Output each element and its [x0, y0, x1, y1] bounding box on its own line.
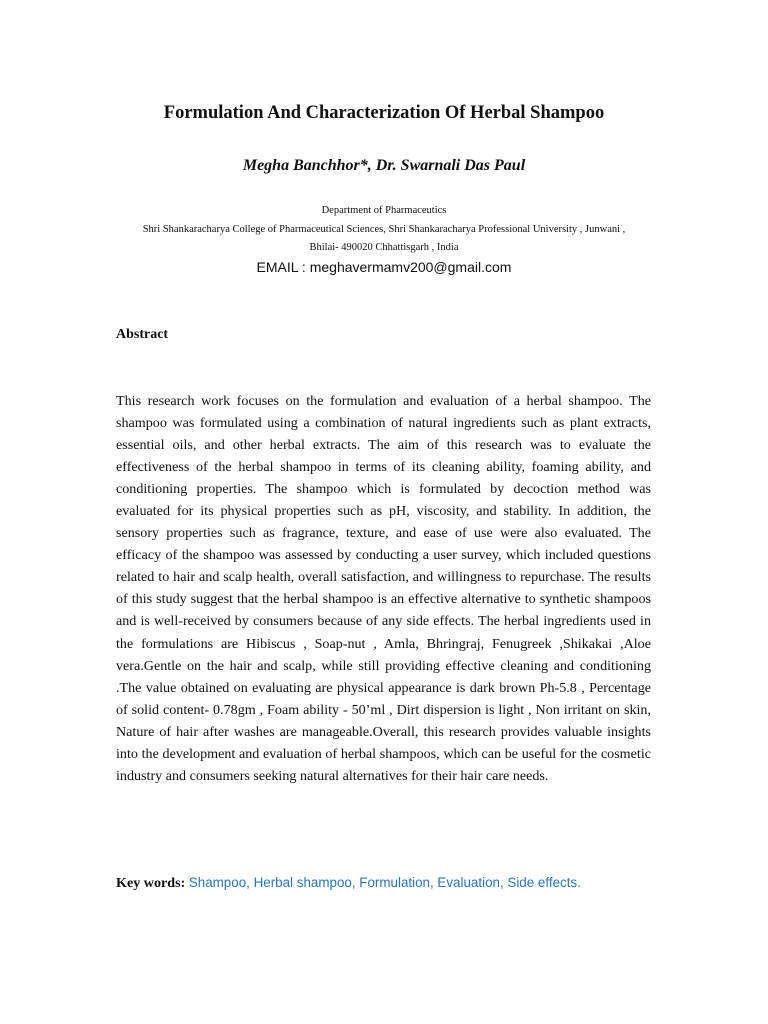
- affiliation-block: [100, 202, 668, 258]
- affiliation-institution: Shri Shankaracharya College of Pharmaceutical Sciences, Shri Shankaracharya Professional University , Junwani ,: [142, 223, 626, 235]
- keywords-terms: Shampoo, Herbal shampoo, Formulation, Evaluation, Side effects.: [188, 875, 581, 890]
- author-email: EMAIL : meghavermamv200@gmail.com: [256, 259, 512, 275]
- paper-title: Formulation And Characterization Of Herbal Shampoo: [163, 103, 605, 123]
- affiliation-department: Department of Pharmaceutics: [321, 205, 447, 216]
- abstract-heading: Abstract: [116, 327, 169, 342]
- author-list: Megha Banchhor*, Dr. Swarnali Das Paul: [242, 157, 526, 174]
- abstract-body: This research work focuses on the formulation and evaluation of a herbal shampoo. The shampoo was formulated using a combination of natural ingredients such as plant extracts, essential oils, and other herbal extracts. The aim of this research was to evaluate the effectiveness of the herbal shampoo in terms of its cleaning ability, foaming ability, and conditioning properties. The shampoo which is formulated by decoction method was evaluated for its physical properties such as pH, viscosity, and stability. In addition, the sensory properties such as fragrance, texture, and ease of use were also evaluated. The efficacy of the shampoo was assessed by conducting a user survey, which included questions related to hair and scalp health, overall satisfaction, and willingness to repurchase. The results of this study suggest that the herbal shampoo is an effective alternative to synthetic shampoos and is well-received by consumers because of any side effects. The herbal ingredients used in the formulations are Hibiscus , Soap-nut , Amla, Bhringraj, Fenugreek ,Shikakai ,Aloe vera.Gentle on the hair and scalp, while still providing effective cleaning and conditioning .The value obtained on evaluating are physical appearance is dark brown Ph-5.8 , Percentage of solid content- 0.78gm , Foam ability - 50’ml , Dirt dispersion is light , Non irritant on skin, Nature of hair after washes are manageable.Overall, this research provides valuable insights into the development and evaluation of herbal shampoos, which can be useful for the cosmetic industry and consumers seeking natural alternatives for their hair care needs.: [116, 393, 651, 784]
- keywords-line: [116, 873, 581, 893]
- affiliation-location: Bhilai- 490020 Chhattisgarh , India: [309, 242, 459, 254]
- keywords-label: Key words:: [116, 875, 186, 891]
